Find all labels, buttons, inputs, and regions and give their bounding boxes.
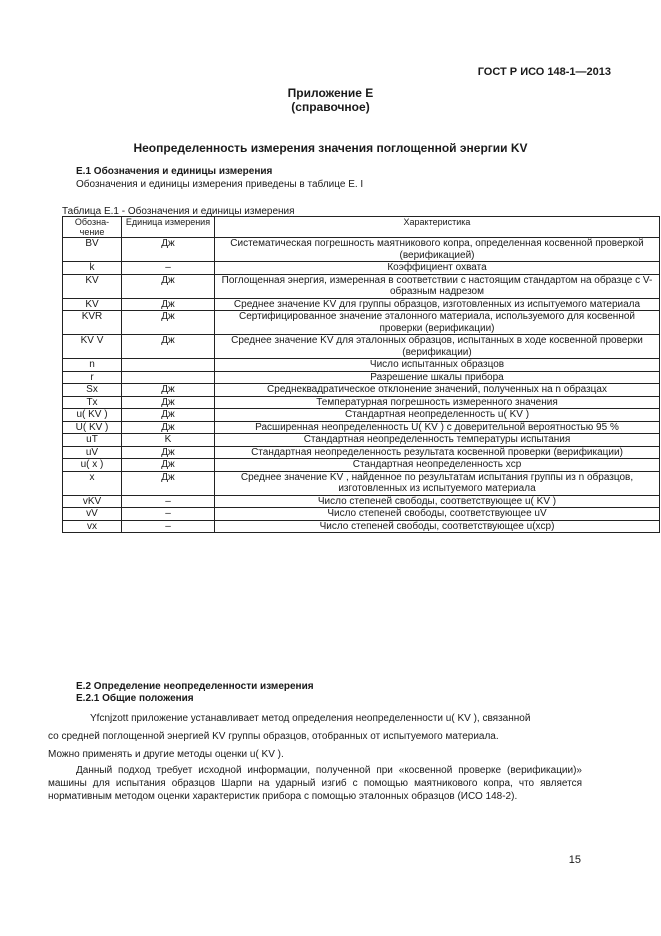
description-cell: Среднее значение KV для группы образцов, изготовленных из испытуемого материала <box>215 298 660 311</box>
symbol-cell: vV <box>63 508 122 521</box>
table-row <box>63 421 660 434</box>
unit-cell: Дж <box>122 446 215 459</box>
description-cell: Коэффициент охвата <box>215 262 660 275</box>
description-cell: Число испытанных образцов <box>215 359 660 372</box>
paragraph-2: Данный подход требует исходной информации, полученной при «косвенной проверке (верификации)» машины для испытания образцов Шарпи на ударный изгиб с помощью маятникового копра, что является нормативным методом оценки характеристик прибора с помощью эталонных образцов (ИСО 148-2). <box>48 765 582 802</box>
table-row <box>63 298 660 311</box>
description-cell: Температурная погрешность измеренного значения <box>215 396 660 409</box>
description-cell: Стандартная неопределенность u( KV ) <box>215 409 660 422</box>
paragraph-1-line-3: Можно применять и другие методы оценки u( KV ). <box>48 749 284 760</box>
symbol-cell: uT <box>63 434 122 447</box>
description-cell: Сертифицированное значение эталонного материала, используемого для косвенной проверки (верификации) <box>215 311 660 335</box>
description-cell: Разрешение шкалы прибора <box>215 371 660 384</box>
table-header-row <box>63 217 660 238</box>
symbol-cell: KVR <box>63 311 122 335</box>
symbol-cell: KV <box>63 298 122 311</box>
symbol-cell: Sx <box>63 384 122 397</box>
description-cell: Среднее значение KV , найденное по результатам испытания группы из n образцов, изготовленных из испытуемого материала <box>215 471 660 495</box>
table-header-cell: Обозна-чение <box>63 217 122 238</box>
table-row <box>63 446 660 459</box>
appendix-subtitle: (справочное) <box>291 100 370 114</box>
table-row <box>63 459 660 472</box>
unit-cell: Дж <box>122 335 215 359</box>
symbol-cell: x <box>63 471 122 495</box>
unit-cell: – <box>122 520 215 533</box>
unit-cell: Дж <box>122 311 215 335</box>
description-cell: Стандартная неопределенность температуры испытания <box>215 434 660 447</box>
table-header-cell: Характеристика <box>215 217 660 238</box>
table-row <box>63 495 660 508</box>
paragraph-1-line-2: со средней поглощенной энергией KV группы образцов, отобранных от испытуемого материала. <box>48 731 499 742</box>
unit-cell: Дж <box>122 274 215 298</box>
appendix-title: Приложение Е <box>287 86 374 100</box>
description-cell: Число степеней свободы, соответствующее u( KV ) <box>215 495 660 508</box>
unit-cell: – <box>122 508 215 521</box>
unit-cell: Дж <box>122 238 215 262</box>
table-row <box>63 396 660 409</box>
description-cell: Поглощенная энергия, измеренная в соответствии с настоящим стандартом на образце с V-образным надрезом <box>215 274 660 298</box>
description-cell: Число степеней свободы, соответствующее uV <box>215 508 660 521</box>
unit-cell: – <box>122 262 215 275</box>
table-row <box>63 274 660 298</box>
symbol-cell: KV V <box>63 335 122 359</box>
unit-cell: Дж <box>122 298 215 311</box>
unit-cell: Дж <box>122 409 215 422</box>
description-cell: Среднеквадратическое отклонение значений, полученных на n образцах <box>215 384 660 397</box>
symbol-cell: uV <box>63 446 122 459</box>
unit-cell <box>122 371 215 384</box>
symbol-cell: vKV <box>63 495 122 508</box>
symbol-cell: u( KV ) <box>63 409 122 422</box>
section-e2-heading: Е.2 Определение неопределенности измерения <box>76 681 314 692</box>
description-cell: Систематическая погрешность маятникового копра, определенная косвенной проверкой (верификацией) <box>215 238 660 262</box>
unit-cell: Дж <box>122 396 215 409</box>
symbols-table <box>62 216 660 533</box>
table-row <box>63 520 660 533</box>
table-caption: Таблица Е.1 - Обозначения и единицы измерения <box>62 206 295 217</box>
symbol-cell: vx <box>63 520 122 533</box>
unit-cell <box>122 359 215 372</box>
table-row <box>63 238 660 262</box>
table-row <box>63 311 660 335</box>
section-e2-subheading: Е.2.1 Общие положения <box>76 693 194 704</box>
section-e1-heading: Е.1 Обозначения и единицы измерения <box>76 166 273 177</box>
symbol-cell: k <box>63 262 122 275</box>
table-row <box>63 371 660 384</box>
table-row <box>63 359 660 372</box>
doc-id: ГОСТ Р ИСО 148-1—2013 <box>477 66 611 78</box>
unit-cell: Дж <box>122 459 215 472</box>
symbol-cell: r <box>63 371 122 384</box>
table-row <box>63 262 660 275</box>
table-header-cell: Единица измерения <box>122 217 215 238</box>
description-cell: Расширенная неопределенность U( KV ) с доверительной вероятностью 95 % <box>215 421 660 434</box>
section-e1-text: Обозначения и единицы измерения приведены в таблице Е. I <box>76 179 364 190</box>
symbol-cell: BV <box>63 238 122 262</box>
unit-cell: Дж <box>122 384 215 397</box>
table-row <box>63 434 660 447</box>
appendix-heading <box>0 86 661 114</box>
table-row <box>63 471 660 495</box>
table-row <box>63 409 660 422</box>
description-cell: Число степеней свободы, соответствующее u(xср) <box>215 520 660 533</box>
description-cell: Среднее значение KV для эталонных образцов, испытанных в ходе косвенной проверки (верификации) <box>215 335 660 359</box>
description-cell: Стандартная неопределенность результата косвенной проверки (верификации) <box>215 446 660 459</box>
unit-cell: K <box>122 434 215 447</box>
symbol-cell: U( KV ) <box>63 421 122 434</box>
symbol-cell: Tx <box>63 396 122 409</box>
main-title: Неопределенность измерения значения поглощенной энергии KV <box>133 141 528 155</box>
symbol-cell: KV <box>63 274 122 298</box>
paragraph-1-line-1: Yfcnjzott приложение устанавливает метод определения неопределенности u( KV ), связанной <box>90 713 531 724</box>
table-row <box>63 384 660 397</box>
description-cell: Стандартная неопределенность xср <box>215 459 660 472</box>
table-row <box>63 335 660 359</box>
symbol-cell: n <box>63 359 122 372</box>
unit-cell: Дж <box>122 471 215 495</box>
unit-cell: – <box>122 495 215 508</box>
unit-cell: Дж <box>122 421 215 434</box>
page-number: 15 <box>568 854 581 866</box>
table-row <box>63 508 660 521</box>
symbol-cell: u( x ) <box>63 459 122 472</box>
